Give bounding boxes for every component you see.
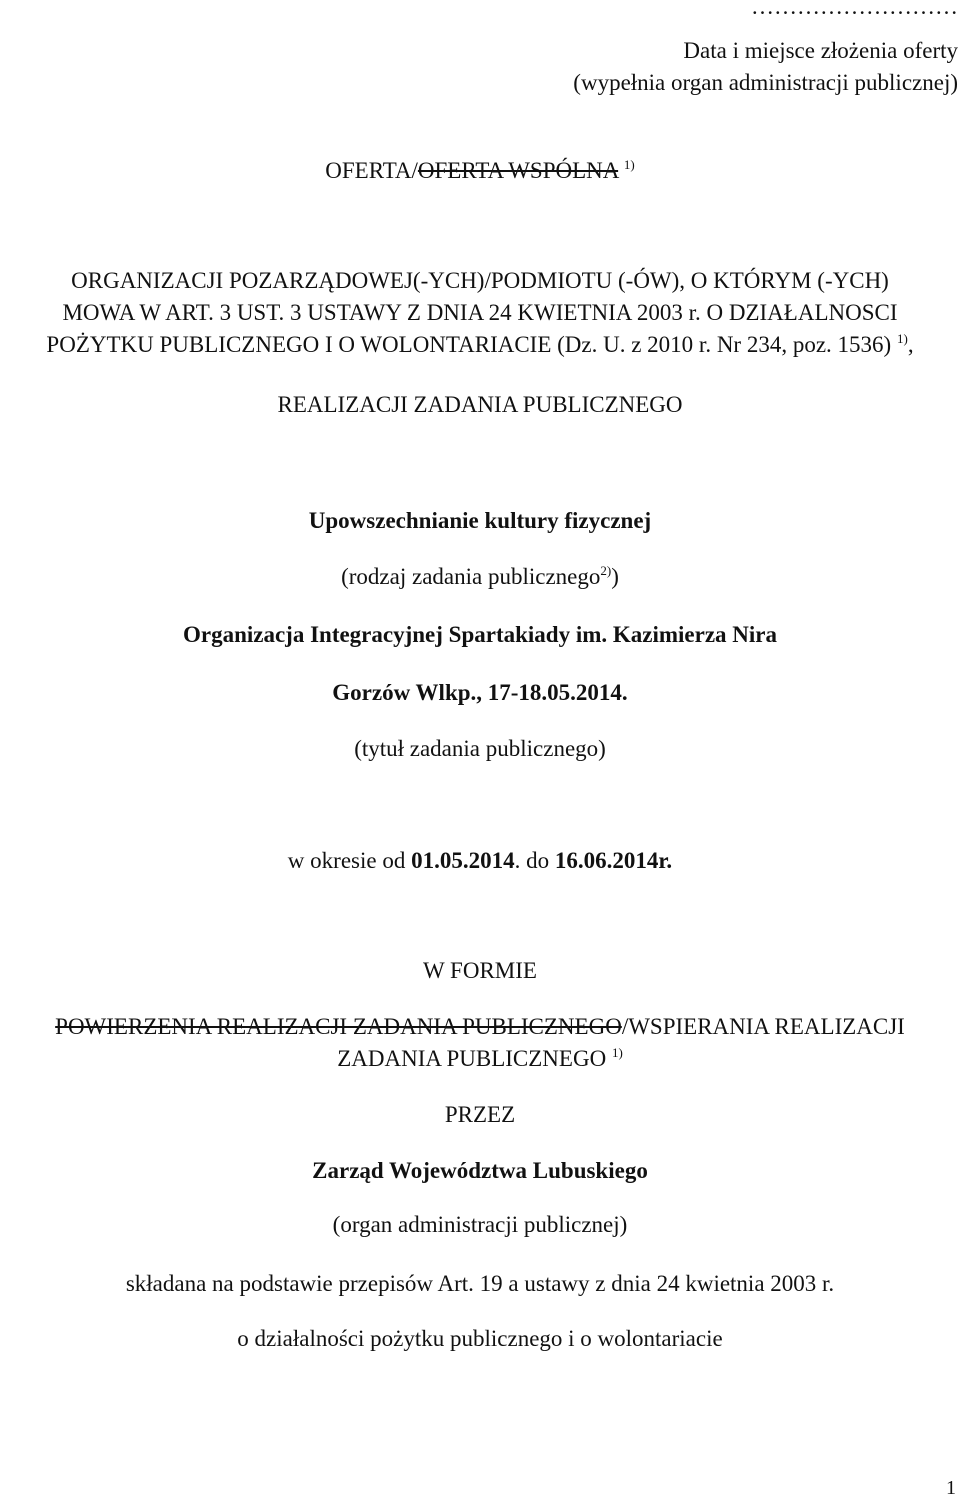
date-place-caption: (wypełnia organ administracji publicznej): [573, 70, 958, 95]
legal-basis-line-2: o działalności pożytku publicznego i o wolontariacie: [237, 1326, 723, 1351]
signature-dots: ………………………: [751, 0, 958, 19]
authority-name: Zarząd Województwa Lubuskiego: [312, 1158, 648, 1183]
offer-title: [0, 156, 960, 186]
task-kind-footnote: 2): [600, 563, 612, 578]
offer-title-footnote: 1): [623, 157, 635, 172]
task-kind-caption-prefix: (rodzaj zadania publicznego: [341, 564, 601, 589]
organization-line-3-text: POŻYTKU PUBLICZNEGO I O WOLONTARIACIE (Dz. U. z 2010 r. Nr 234, poz. 1536): [46, 332, 892, 357]
organization-line-3-suffix: ,: [907, 332, 914, 357]
organization-line-2: MOWA W ART. 3 UST. 3 USTAWY Z DNIA 24 KWIETNIA 2003 r. O DZIAŁALNOSCI: [62, 300, 898, 325]
period-middle: . do: [514, 848, 555, 873]
task-title-line-2: Gorzów Wlkp., 17-18.05.2014.: [332, 680, 628, 705]
task-kind-caption-suffix: ): [611, 564, 619, 589]
period-from: 01.05.2014: [411, 848, 515, 873]
form-option-struck: POWIERZENIA REALIZACJI ZADANIA PUBLICZNEGO: [55, 1014, 622, 1039]
form-option-footnote: 1): [611, 1045, 623, 1060]
task-kind-caption: [0, 562, 960, 592]
form-option-chosen: /WSPIERANIA REALIZACJI: [621, 1014, 905, 1039]
organization-footnote: 1): [896, 331, 908, 346]
through-label: PRZEZ: [444, 1102, 516, 1127]
offer-title-struck: OFERTA WSPÓLNA: [417, 158, 619, 183]
task-kind: Upowszechnianie kultury fizycznej: [308, 508, 652, 533]
form-heading: W FORMIE: [423, 958, 537, 983]
task-title-line-1: Organizacja Integracyjnej Spartakiady im. Kazimierza Nira: [182, 622, 778, 647]
page-number: 1: [946, 1477, 956, 1499]
legal-basis-line-1: składana na podstawie przepisów Art. 19 a ustawy z dnia 24 kwietnia 2003 r.: [125, 1271, 835, 1296]
form-option-chosen-cont: ZADANIA PUBLICZNEGO: [337, 1046, 612, 1071]
authority-caption: (organ administracji publicznej): [332, 1212, 628, 1237]
organization-line-4: REALIZACJI ZADANIA PUBLICZNEGO: [277, 392, 683, 417]
offer-title-plain: OFERTA/: [325, 158, 418, 183]
period-to: 16.06.2014r.: [554, 848, 673, 873]
task-period: [0, 846, 960, 876]
period-prefix: w okresie od: [287, 848, 412, 873]
organization-line-3: [0, 330, 960, 360]
form-options-line-2: [0, 1044, 960, 1074]
task-title-caption: (tytuł zadania publicznego): [354, 736, 606, 761]
date-place-label: Data i miejsce złożenia oferty: [683, 38, 958, 63]
organization-line-1: ORGANIZACJI POZARZĄDOWEJ(-YCH)/PODMIOTU (-ÓW), O KTÓRYM (-YCH): [71, 268, 889, 293]
form-options-line-1: [0, 1012, 960, 1042]
